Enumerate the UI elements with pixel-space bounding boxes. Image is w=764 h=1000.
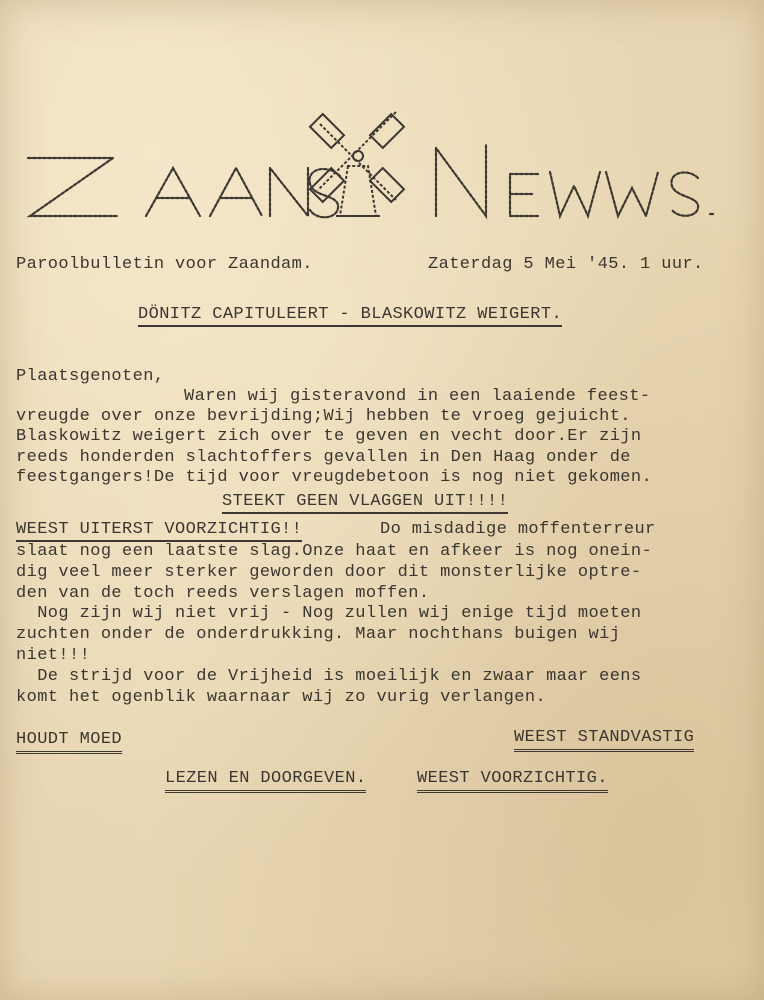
paragraph2-line: slaat nog een laatste slag.Onze haat en afkeer is nog onein-: [16, 542, 653, 561]
paragraph3-line: niet!!!: [16, 646, 91, 665]
paragraph1-line: Waren wij gisteravond in een laaiende feest-: [184, 387, 651, 406]
paragraph1-line: vreugde over onze bevrijding;Wij hebben te vroeg gejuicht.: [16, 407, 631, 426]
paragraph3-line: zuchten onder de onderdrukking. Maar nochthans buigen wij: [16, 625, 621, 644]
headline: DÖNITZ CAPITULEERT - BLASKOWITZ WEIGERT.: [138, 305, 562, 327]
letter-n1: [270, 168, 308, 216]
dateline: Zaterdag 5 Mei '45. 1 uur.: [428, 255, 704, 274]
paragraph2-line: den van de toch reeds verslagen moffen.: [16, 584, 430, 603]
paragraph4-line: De strijd voor de Vrijheid is moeilijk en zwaar maar eens: [16, 667, 642, 686]
slogan-weest-voorzichtig: WEEST VOORZICHTIG.: [417, 769, 608, 793]
paragraph2-first: Do misdadige moffenterreur: [380, 520, 656, 539]
slogan-lezen-doorgeven: LEZEN EN DOORGEVEN.: [165, 769, 366, 793]
letter-s2: [671, 172, 698, 215]
salutation: Plaatsgenoten,: [16, 367, 165, 386]
letter-w2: [606, 172, 658, 216]
letter-n2: [436, 144, 486, 216]
paragraph1-line: reeds honderden slachtoffers gevallen in Den Haag onder de: [16, 448, 631, 467]
paragraph1-line: Blaskowitz weigert zich over te geven en vecht door.Er zijn: [16, 427, 642, 446]
paragraph3-line: Nog zijn wij niet vrij - Nog zullen wij enige tijd moeten: [16, 604, 642, 623]
letter-e: [510, 174, 538, 216]
letter-w: [550, 172, 600, 216]
letter-z: [28, 158, 118, 216]
masthead-lettering: [18, 108, 748, 228]
slogan-weest-standvastig: WEEST STANDVASTIG: [514, 728, 694, 752]
masthead: [18, 108, 748, 228]
windmill-icon: [310, 112, 404, 216]
slogan-houdt-moed: HOUDT MOED: [16, 730, 122, 754]
callout-flags: STEEKT GEEN VLAGGEN UIT!!!!: [222, 492, 508, 514]
paragraph1-line: feestgangers!De tijd voor vreugdebetoon is nog niet gekomen.: [16, 468, 653, 487]
subtitle: Paroolbulletin voor Zaandam.: [16, 255, 313, 274]
letter-a2: [210, 168, 262, 216]
paragraph4-line: komt het ogenblik waarnaar wij zo vurig verlangen.: [16, 688, 547, 707]
paragraph2-line: dig veel meer sterker geworden door dit monsterlijke optre-: [16, 563, 642, 582]
letter-a1: [146, 168, 200, 216]
warning-label: WEEST UITERST VOORZICHTIG!!: [16, 520, 302, 542]
